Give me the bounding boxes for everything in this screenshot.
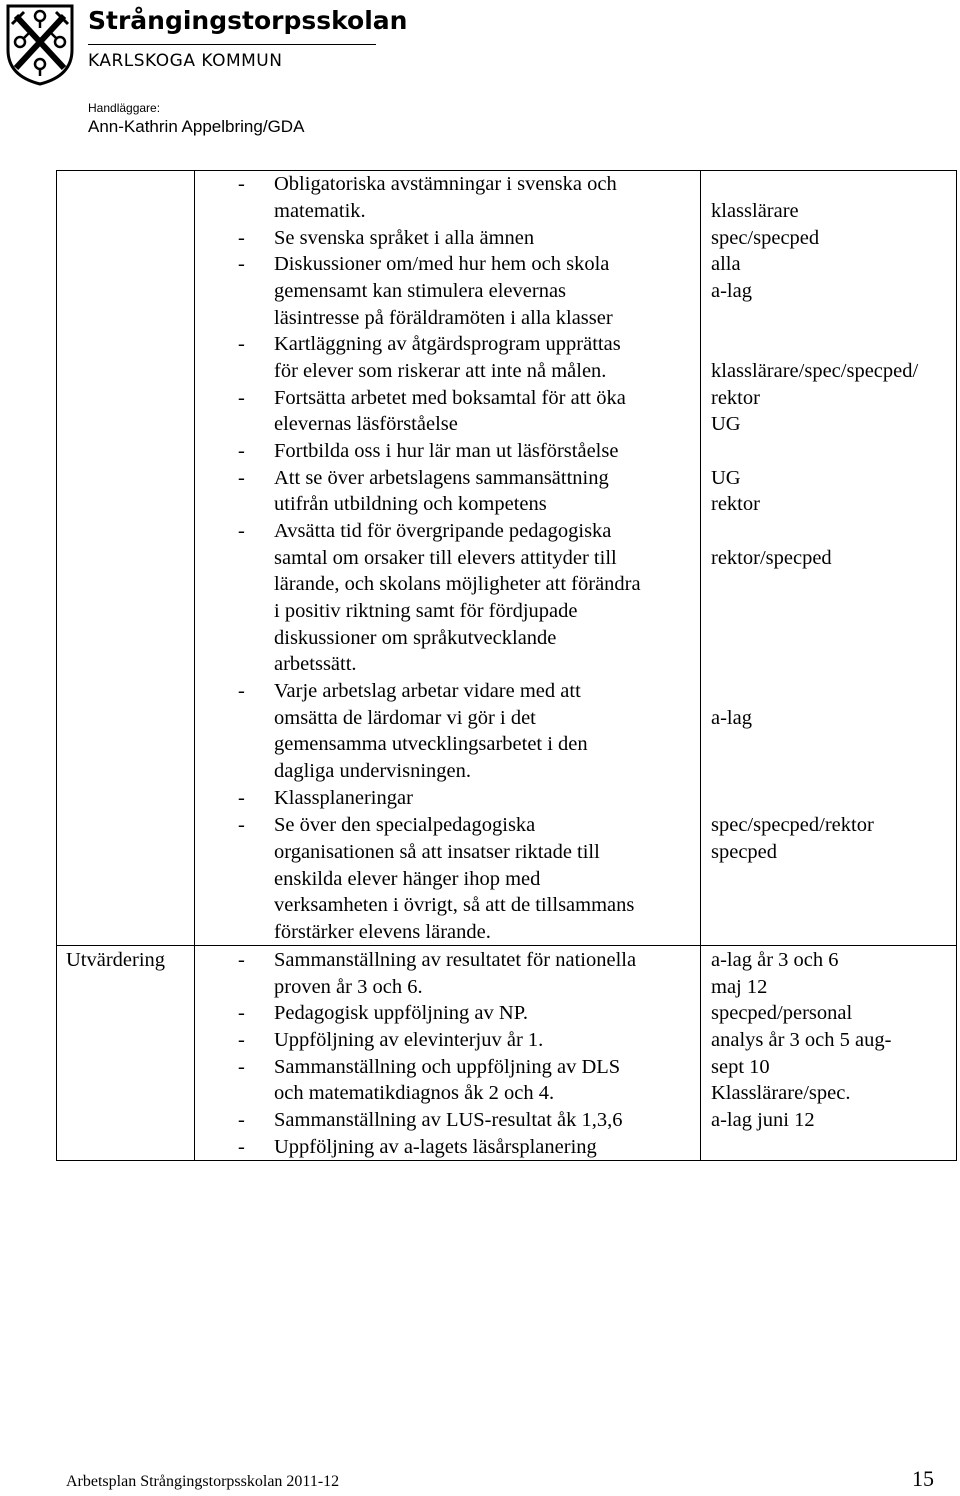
bullet-dash: - [238,173,245,195]
municipality-name: KARLSKOGA KOMMUN [88,51,283,71]
activity-line: Diskussioner om/med hur hem och skola [274,253,610,275]
bullet-dash: - [238,1002,245,1024]
responsible-line: maj 12 [711,976,768,998]
bullet-dash: - [238,949,245,971]
responsible-line: rektor [711,387,760,409]
bullet-dash: - [238,1109,245,1131]
activity-line: Sammanställning av resultatet för nationella [274,949,637,971]
responsible-line: sept 10 [711,1056,770,1078]
school-crest-logo [4,2,76,86]
activity-line: Pedagogisk uppföljning av NP. [274,1002,528,1024]
bullet-dash: - [238,333,245,355]
activity-line: Varje arbetslag arbetar vidare med att [274,680,581,702]
activity-line: proven år 3 och 6. [274,976,423,998]
responsible-line: analys år 3 och 5 aug- [711,1029,892,1051]
bullet-dash: - [238,467,245,489]
activity-line: Uppföljning av elevinterjuv år 1. [274,1029,544,1051]
activity-line: gemensamt kan stimulera elevernas [274,280,567,302]
activity-line: gemensamma utvecklingsarbetet i den [274,733,588,755]
activity-line: för elever som riskerar att inte nå målen. [274,360,607,382]
activity-line: Obligatoriska avstämningar i svenska och [274,173,617,195]
bullet-dash: - [238,387,245,409]
row-divider [57,945,956,946]
activity-line: samtal om orsaker till elevers attityder till [274,547,617,569]
bullet-dash: - [238,440,245,462]
page-number: 15 [912,1466,934,1491]
bullet-dash: - [238,787,245,809]
activity-line: enskilda elever hänger ihop med [274,868,541,890]
responsible-line: specped/personal [711,1002,853,1024]
activity-line: elevernas läsförståelse [274,413,458,435]
footer-document-title: Arbetsplan Strångingstorpsskolan 2011-12 [66,1473,340,1490]
responsible-line: a-lag juni 12 [711,1109,815,1131]
activity-line: Avsätta tid för övergripande pedagogiska [274,520,612,542]
responsible-line: spec/specped [711,227,820,249]
bullet-dash: - [238,814,245,836]
activity-line: och matematikdiagnos åk 2 och 4. [274,1082,555,1104]
responsible-line: a-lag [711,280,752,302]
bullet-dash: - [238,1056,245,1078]
responsible-line: Klasslärare/spec. [711,1082,851,1104]
bullet-dash: - [238,227,245,249]
row-label-evaluation: Utvärdering [66,949,166,971]
responsible-line: alla [711,253,741,275]
responsible-line: specped [711,841,778,863]
activity-line: Att se över arbetslagens sammansättning [274,467,609,489]
handler-label: Handläggare: [88,101,161,115]
header-divider [88,44,376,45]
activity-line: Sammanställning och uppföljning av DLS [274,1056,621,1078]
bullet-dash: - [238,253,245,275]
activity-line: omsätta de lärdomar vi gör i det [274,707,536,729]
activity-line: förstärker elevens lärande. [274,921,491,943]
responsible-line: rektor [711,493,760,515]
activity-line: Uppföljning av a-lagets läsårsplanering [274,1136,597,1158]
activity-line: Sammanställning av LUS-resultat åk 1,3,6 [274,1109,623,1131]
bullet-dash: - [238,1029,245,1051]
responsible-line: klasslärare [711,200,799,222]
responsible-line: klasslärare/spec/specped/ [711,360,919,382]
activity-line: Fortbilda oss i hur lär man ut läsförståelse [274,440,619,462]
column-divider-responsible [700,171,701,1160]
activity-line: utifrån utbildning och kompetens [274,493,547,515]
activity-line: organisationen så att insatser riktade till [274,841,600,863]
responsible-line: spec/specped/rektor [711,814,874,836]
activity-line: dagliga undervisningen. [274,760,471,782]
activity-line: diskussioner om språkutvecklande [274,627,557,649]
responsible-line: a-lag [711,707,752,729]
responsible-line: UG [711,467,741,489]
activity-line: matematik. [274,200,366,222]
activity-line: i positiv riktning samt för fördjupade [274,600,578,622]
activity-line: Se över den specialpedagogiska [274,814,536,836]
activity-line: Fortsätta arbetet med boksamtal för att öka [274,387,626,409]
activity-line: Klassplaneringar [274,787,413,809]
school-name: Strångingstorpsskolan [88,6,408,35]
activity-line: Kartläggning av åtgärdsprogram upprättas [274,333,621,355]
responsible-line: rektor/specped [711,547,832,569]
activity-line: Se svenska språket i alla ämnen [274,227,535,249]
bullet-dash: - [238,680,245,702]
column-divider-label [194,171,195,1160]
handler-name: Ann-Kathrin Appelbring/GDA [88,117,305,136]
activity-line: läsintresse på föräldramöten i alla klasser [274,307,613,329]
activity-line: arbetssätt. [274,653,357,675]
activity-line: verksamheten i övrigt, så att de tillsammans [274,894,635,916]
bullet-dash: - [238,1136,245,1158]
responsible-line: UG [711,413,741,435]
bullet-dash: - [238,520,245,542]
activity-line: lärande, och skolans möjligheter att förändra [274,573,641,595]
responsible-line: a-lag år 3 och 6 [711,949,839,971]
